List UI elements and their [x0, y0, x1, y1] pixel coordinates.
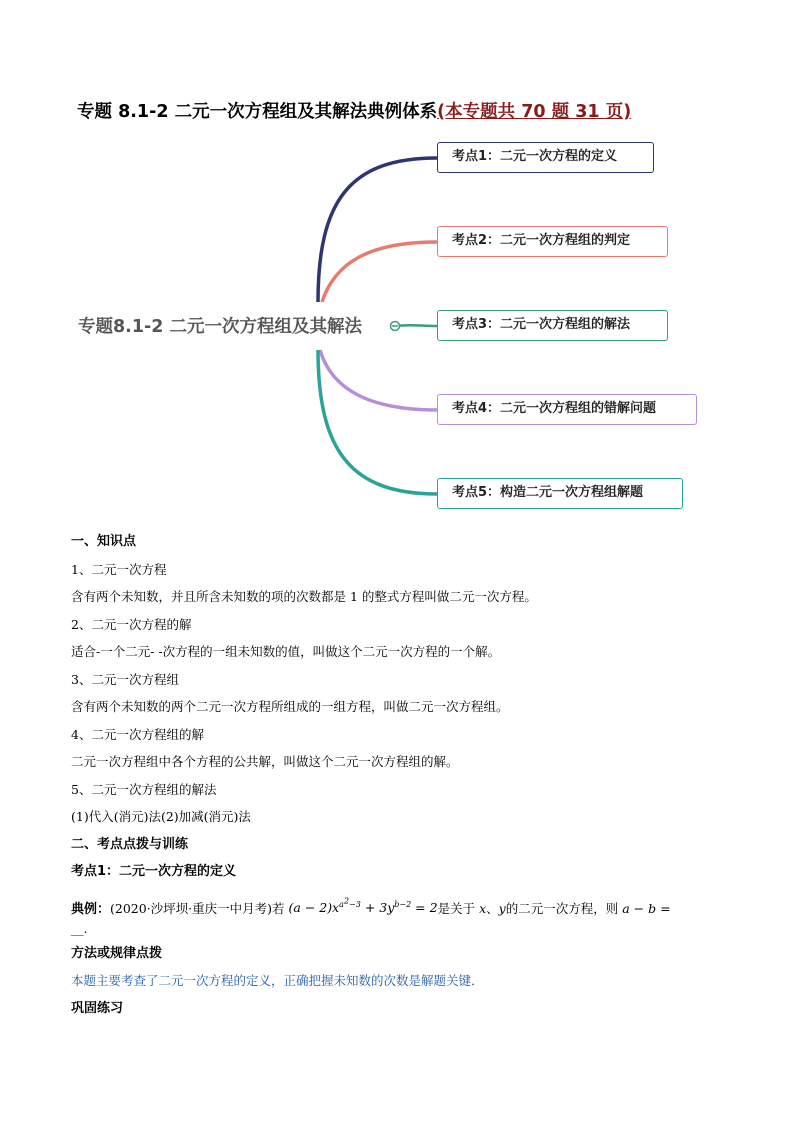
topic-node-1[interactable]: 考点1：二元一次方程的定义 — [437, 142, 654, 173]
example-var-x: x — [479, 900, 487, 916]
branch-line-4 — [320, 350, 437, 410]
example-source: (2020·沙坪坝·重庆一中月考)若 — [110, 900, 285, 916]
knowledge-3-title: 3、二元一次方程组 — [71, 671, 179, 687]
knowledge-5-title: 5、二元一次方程组的解法 — [71, 781, 217, 797]
example-var-y: y — [498, 900, 506, 916]
knowledge-1-text: 含有两个未知数，并且所含未知数的项的次数都是 1 的整式方程叫做二元一次方程。 — [71, 589, 537, 604]
branch-line-5 — [318, 350, 437, 494]
branch-line-1 — [318, 158, 437, 302]
example-end: 的二元一次方程，则 — [505, 900, 619, 916]
knowledge-5-text: (1)代入(消元)法(2)加减(消元)法 — [71, 809, 251, 824]
document-title — [77, 98, 631, 123]
knowledge-2-text: 适合-一个二元- -次方程的一组未知数的值，叫做这个二元一次方程的一个解。 — [71, 644, 501, 659]
section-heading-training: 二、考点点拨与训练 — [71, 836, 189, 852]
example-sep: 、 — [486, 900, 499, 916]
document-body — [71, 528, 751, 1022]
method-heading: 方法或规律点拨 — [71, 945, 163, 961]
topic-node-3[interactable]: 考点3：二元一次方程组的解法 — [437, 310, 668, 341]
topic-node-4[interactable]: 考点4：二元一次方程组的错解问题 — [437, 394, 697, 425]
example-mid: 是关于 — [437, 900, 476, 916]
section-heading-knowledge: 一、知识点 — [71, 534, 137, 549]
practice-heading: 巩固练习 — [71, 1000, 124, 1016]
topic-node-5[interactable]: 考点5：构造二元一次方程组解题 — [437, 478, 683, 509]
knowledge-2-title: 2、二元一次方程的解 — [71, 616, 192, 632]
knowledge-4-title: 4、二元一次方程组的解 — [71, 726, 204, 742]
answer-blank: __. — [71, 920, 88, 936]
kaodian-1-heading: 考点1：二元一次方程的定义 — [71, 864, 237, 879]
method-text: 本题主要考查了二元一次方程的定义，正确把握未知数的次数是解题关键． — [71, 973, 484, 988]
title-main: 专题 8.1-2 二元一次方程组及其解法典例体系 — [77, 102, 438, 122]
branch-line-2 — [322, 242, 437, 302]
knowledge-3-text: 含有两个未知数的两个二元一次方程所组成的一组方程，叫做二元一次方程组。 — [71, 699, 509, 714]
knowledge-1-title: 1、二元一次方程 — [71, 561, 167, 577]
mind-map-central-topic: 专题8.1-2 二元一次方程组及其解法 — [78, 317, 363, 337]
title-subtitle: (本专题共 70 题 31 页) — [437, 102, 632, 122]
example-line — [71, 886, 751, 918]
branch-line-3 — [395, 325, 437, 326]
topic-node-2[interactable]: 考点2：二元一次方程组的判定 — [437, 226, 668, 257]
example-equation: $(a - 2)x^{a^2-3} + 3y^{b-2} = 2$ — [288, 896, 438, 916]
example-ask: a − b = — [622, 900, 671, 916]
knowledge-4-text: 二元一次方程组中各个方程的公共解，叫做这个二元一次方程组的解。 — [71, 754, 459, 769]
example-label: 典例： — [71, 901, 111, 917]
